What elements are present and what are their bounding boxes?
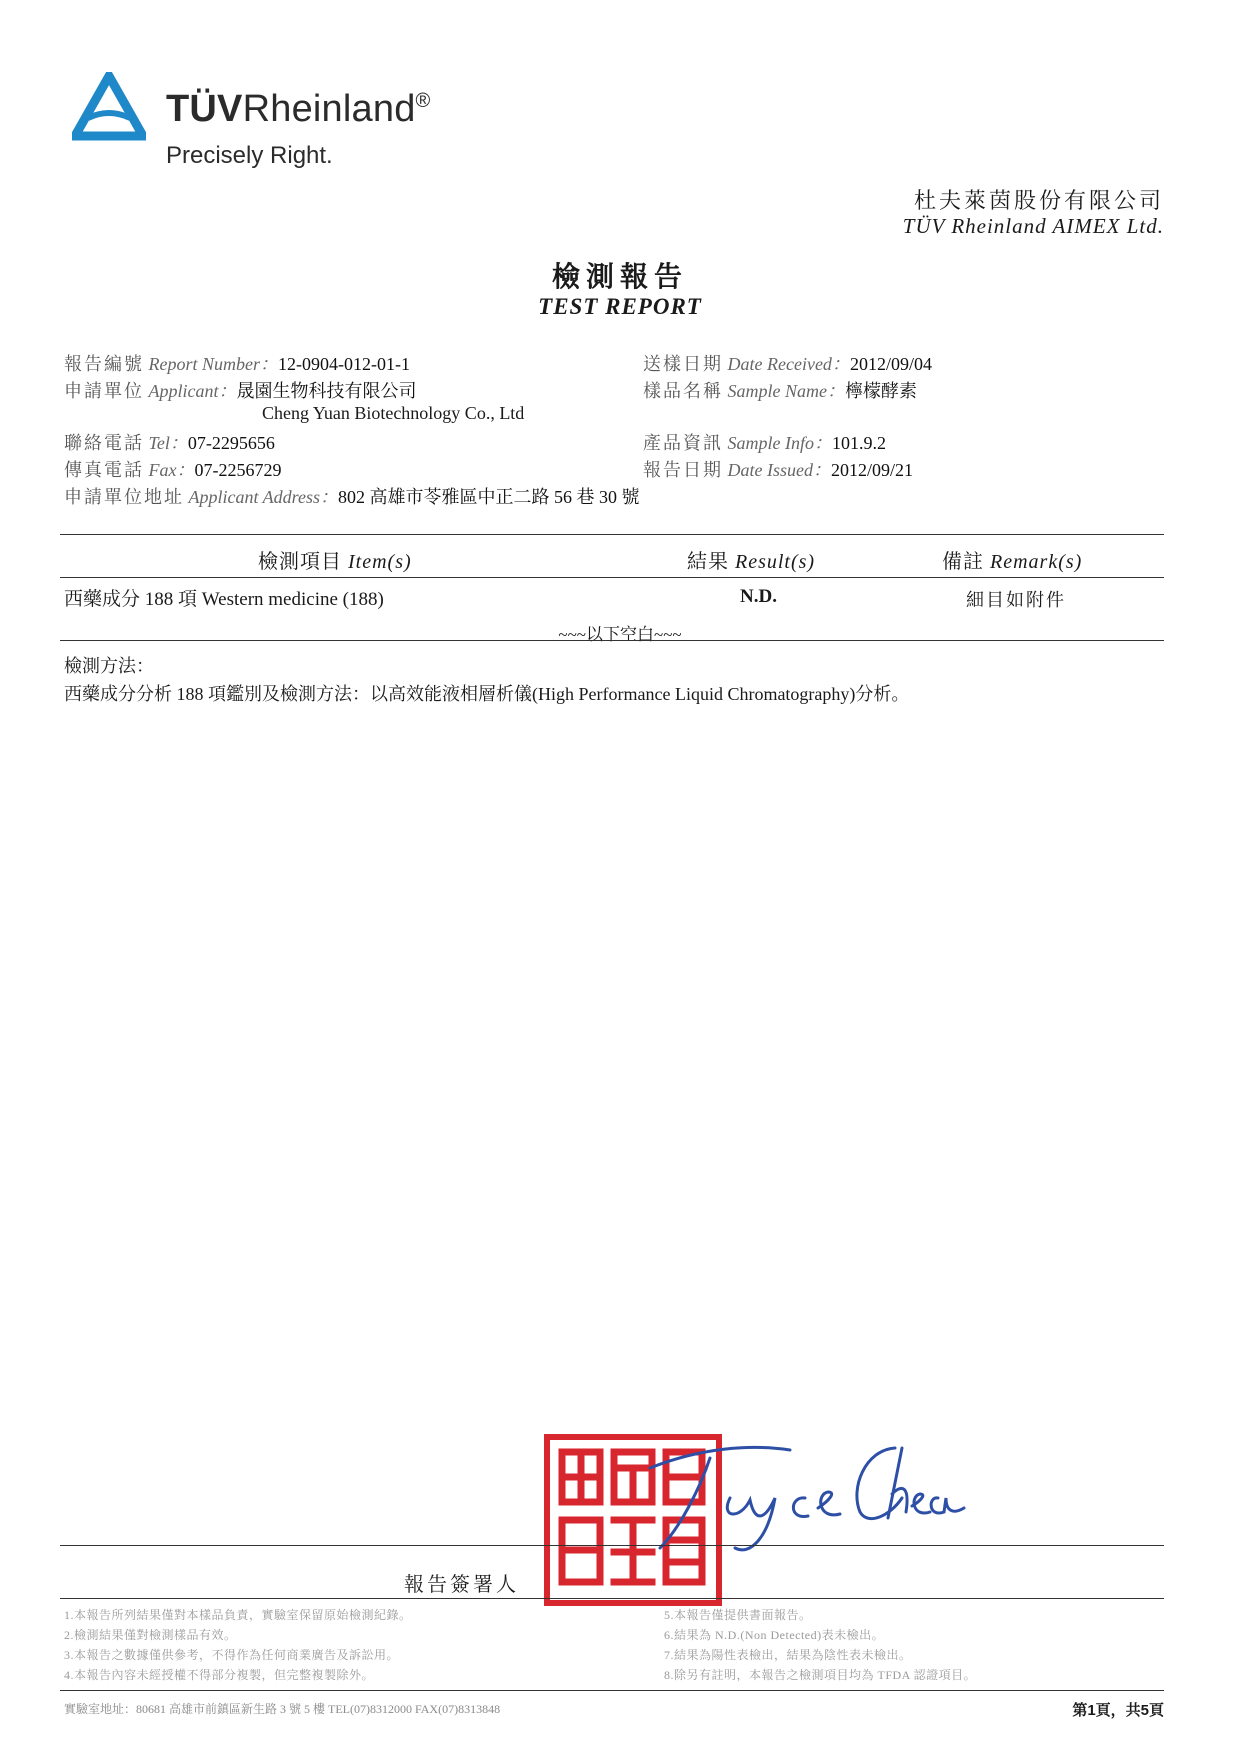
signature-top-rule [60, 1545, 1164, 1546]
header-result: 結果 Result(s) [687, 551, 816, 573]
sample-name-field: 樣品名稱 Sample Name：檸檬酵素 [643, 381, 917, 401]
signatory-label: 報告簽署人 [404, 1574, 519, 1596]
brand-tagline: Precisely Right. [166, 142, 333, 169]
method-heading: 檢測方法： [64, 656, 154, 676]
signature-bottom-rule [60, 1598, 1164, 1599]
header-remark: 備註 Remark(s) [942, 551, 1083, 573]
applicant-address-field: 申請單位地址 Applicant Address：802 高雄市苓雅區中正二路 56 巷 30 號 [64, 487, 640, 507]
tel-field: 聯絡電話 Tel：07-2295656 [64, 433, 275, 453]
report-title-zh: 檢測報告 [551, 262, 688, 293]
note-5: 5.本報告僅提供書面報告。 [664, 1608, 812, 1622]
brand-name: TÜVRheinland® [166, 88, 431, 130]
note-4: 4.本報告內容未經授權不得部分複製，但完整複製除外。 [64, 1668, 375, 1682]
table-top-rule [60, 534, 1164, 535]
header-item: 檢測項目 Item(s) [258, 551, 412, 573]
footer-rule [60, 1690, 1164, 1691]
note-6: 6.結果為 N.D.(Non Detected)表未檢出。 [664, 1628, 885, 1642]
fax-field: 傳真電話 Fax：07-2256729 [64, 460, 282, 480]
applicant-field: 申請單位 Applicant：晟園生物科技有限公司 [64, 381, 417, 401]
table-bottom-rule [60, 640, 1164, 641]
date-received-field: 送樣日期 Date Received：2012/09/04 [643, 354, 932, 374]
sample-info-field: 產品資訊 Sample Info：101.9.2 [643, 433, 886, 453]
report-number-field: 報告編號 Report Number：12-0904-012-01-1 [64, 354, 410, 374]
tuv-logo-triangle-icon [72, 72, 146, 142]
report-title-en: TEST REPORT [538, 294, 702, 319]
date-issued-field: 報告日期 Date Issued：2012/09/21 [643, 460, 913, 480]
note-2: 2.檢測結果僅對檢測樣品有效。 [64, 1628, 237, 1642]
note-7: 7.結果為陽性表檢出，結果為陰性表未檢出。 [664, 1648, 912, 1662]
note-3: 3.本報告之數據僅供參考，不得作為任何商業廣告及訴訟用。 [64, 1648, 400, 1662]
table-end-marker: ~~~以下空白~~~ [558, 625, 682, 644]
company-name-zh: 杜夫萊茵股份有限公司 [913, 188, 1164, 213]
method-text: 西藥成分分析 188 項鑑別及檢測方法：以高效能液相層析儀(High Performance Liquid Chromatography)分析。 [64, 684, 910, 704]
table-row-result: N.D. [740, 586, 777, 607]
signature-icon [640, 1428, 970, 1558]
company-name-en: TÜV Rheinland AIMEX Ltd. [902, 214, 1164, 238]
table-header-rule [60, 577, 1164, 578]
note-1: 1.本報告所列結果僅對本樣品負責，實驗室保留原始檢測紀錄。 [64, 1608, 412, 1622]
page-number: 第1頁，共5頁 [1072, 1702, 1164, 1719]
table-row-item: 西藥成分 188 項 Western medicine (188) [64, 589, 384, 610]
note-8: 8.除另有註明，本報告之檢測項目均為 TFDA 認證項目。 [664, 1668, 977, 1682]
applicant-name-en: Cheng Yuan Biotechnology Co., Ltd [262, 403, 525, 423]
lab-address: 實驗室地址：80681 高雄市前鎮區新生路 3 號 5 樓 TEL(07)8312000 FAX(07)8313848 [64, 1702, 501, 1716]
table-row-remark: 細目如附件 [966, 590, 1066, 610]
